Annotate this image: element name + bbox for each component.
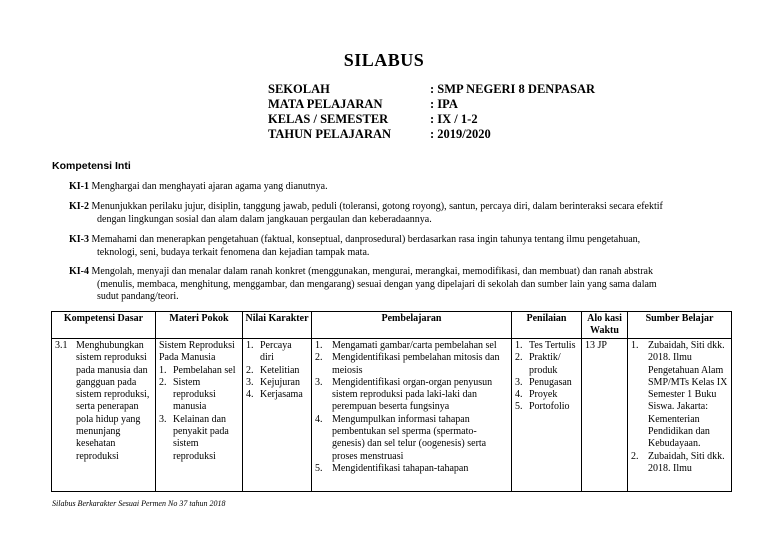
document-title: SILABUS — [343, 50, 425, 70]
list-number: 3. — [159, 413, 167, 425]
list-number: 3. — [515, 376, 523, 388]
ki-text: Mengolah, menyaji dan menalar dalam ranah konkret (menggunakan, mengurai, merangkai, memodifikasi, dan membuat) dan ranah abstrak — [91, 266, 653, 277]
list-number: 5. — [515, 401, 523, 413]
ki-text: Menunjukkan perilaku jujur, disiplin, tanggung jawab, peduli (toleransi, gotong royong), santun, percaya diri, dalam berinteraksi secara efektif — [91, 201, 663, 212]
cell-kd — [52, 339, 156, 492]
ki-text-cont: dengan lingkungan sosial dan alam dalam jangkauan pergaulan dan keberadaannya. — [97, 213, 432, 225]
list-number: 5. — [315, 462, 323, 474]
kd-number: 3.1 — [55, 340, 68, 351]
list-item: Kejujuran — [260, 376, 300, 388]
list-number: 4. — [246, 389, 254, 401]
ki-text: Memahami dan menerapkan pengetahuan (faktual, konseptual, danprosedural) berdasarkan rasa ingin tahunya tentang ilmu pengetahuan, — [91, 234, 641, 245]
list-number: 2. — [159, 376, 167, 388]
header-sumber: Sumber Belajar — [628, 312, 732, 339]
info-value-sekolah: : SMP NEGERI 8 DENPASAR — [430, 82, 596, 96]
ki-code: KI-2 — [69, 201, 89, 212]
list-item: Mengidentifikasi tahapan-tahapan — [332, 462, 469, 474]
info-block — [268, 82, 688, 142]
header-alokasi: Alo kasi Waktu — [582, 312, 628, 339]
info-label-tahun: TAHUN PELAJARAN — [268, 127, 392, 141]
cell-alokasi — [582, 339, 628, 492]
info-label-sekolah: SEKOLAH — [268, 82, 330, 96]
cell-materi — [156, 339, 243, 492]
list-number: 2. — [246, 364, 254, 376]
ki-code: KI-3 — [69, 234, 89, 245]
alokasi-value: 13 JP — [585, 340, 607, 351]
list-number: 3. — [246, 376, 254, 388]
list-number: 1. — [159, 364, 167, 376]
list-item: Tes Tertulis — [529, 340, 576, 351]
info-label-kelas: KELAS / SEMESTER — [268, 112, 389, 126]
ki-text-cont: teknologi, seni, budaya terkait fenomena dan kejadian tampak mata. — [97, 246, 370, 258]
list-number: 4. — [315, 413, 323, 425]
list-item: Praktik/ produk — [529, 352, 561, 376]
list-number: 2. — [315, 352, 323, 364]
ki-code: KI-4 — [69, 266, 89, 277]
list-item: Mengidentifikasi organ-organ penyusun sistem reproduksi pada laki-laki dan perempuan beserta fungsinya — [332, 376, 493, 413]
cell-pembelajaran — [312, 339, 512, 492]
ki-text-cont: sudut pandang/teori. — [97, 291, 179, 302]
list-item: Portofolio — [529, 401, 570, 413]
ki-code: KI-1 — [69, 181, 89, 192]
ki-text: Menghargai dan menghayati ajaran agama yang dianutnya. — [91, 181, 328, 192]
list-number: 1. — [315, 340, 323, 351]
list-item: Zubaidah, Siti dkk. 2018. Ilmu Pengetahuan Alam SMP/MTs Kelas IX Semester 1 Buku Siswa. Jakarta: Kementerian Pendidikan dan Kebudayaan. — [648, 340, 728, 450]
list-item: Kelainan dan penyakit pada sistem reproduksi — [173, 413, 229, 462]
list-item: Mengidentifikasi pembelahan mitosis dan meiosis — [332, 352, 500, 376]
header-nilai: Nilai Karakter — [243, 312, 312, 339]
list-item: Pembelahan sel — [173, 364, 236, 376]
list-item: Zubaidah, Siti dkk. 2018. Ilmu — [648, 450, 725, 474]
page-footer: Silabus Berkarakter Sesuai Permen No 37 tahun 2018 — [52, 499, 226, 508]
list-number: 1. — [631, 340, 639, 351]
materi-intro: Sistem Reproduksi Pada Manusia — [159, 340, 235, 364]
list-item: Ketelitian — [260, 364, 300, 376]
list-item: Mengumpulkan informasi tahapan pembentukan sel sperma (spermato-genesis) dan sel telur (oogenesis) serta proses menstruasi — [332, 413, 487, 462]
header-penilaian: Penilaian — [512, 312, 582, 339]
list-number: 2. — [631, 450, 639, 462]
table-header-row — [52, 312, 732, 339]
list-item: Kerjasama — [260, 389, 303, 401]
list-item: Percaya diri — [260, 340, 292, 364]
header-materi: Materi Pokok — [156, 312, 243, 339]
list-number: 2. — [515, 352, 523, 364]
silabus-table — [51, 311, 732, 492]
cell-sumber — [628, 339, 732, 492]
table-row — [52, 339, 732, 492]
header-kd: Kompetensi Dasar — [52, 312, 156, 339]
kd-text: Menghubungkan sistem reproduksi pada manusia dan gangguan pada sistem reproduksi, serta penerapan pola hidup yang menunjang kesehatan reproduksi — [76, 340, 150, 462]
list-number: 4. — [515, 389, 523, 401]
cell-penilaian — [512, 339, 582, 492]
ki-text-cont: (menulis, membaca, menghitung, menggambar, dan mengarang) sesuai dengan yang dipelajari di sekolah dan sumber lain yang sama dalam — [97, 278, 657, 290]
ki-1 — [69, 181, 729, 194]
cell-nilai — [243, 339, 312, 492]
ki-2 — [69, 201, 729, 226]
list-number: 1. — [246, 340, 254, 351]
ki-4 — [69, 266, 729, 304]
ki-heading: Kompetensi Inti — [52, 160, 131, 172]
list-number: 3. — [315, 376, 323, 388]
list-number: 1. — [515, 340, 523, 351]
ki-3 — [69, 234, 729, 259]
info-value-mapel: : IPA — [430, 97, 458, 111]
info-value-kelas: : IX / 1-2 — [430, 112, 478, 126]
list-item: Sistem reproduksi manusia — [173, 376, 216, 413]
info-value-tahun: : 2019/2020 — [430, 127, 491, 141]
info-label-mapel: MATA PELAJARAN — [268, 97, 383, 111]
list-item: Mengamati gambar/carta pembelahan sel — [332, 340, 497, 351]
list-item: Proyek — [529, 389, 558, 401]
header-pembelajaran: Pembelajaran — [312, 312, 512, 339]
list-item: Penugasan — [529, 376, 572, 388]
